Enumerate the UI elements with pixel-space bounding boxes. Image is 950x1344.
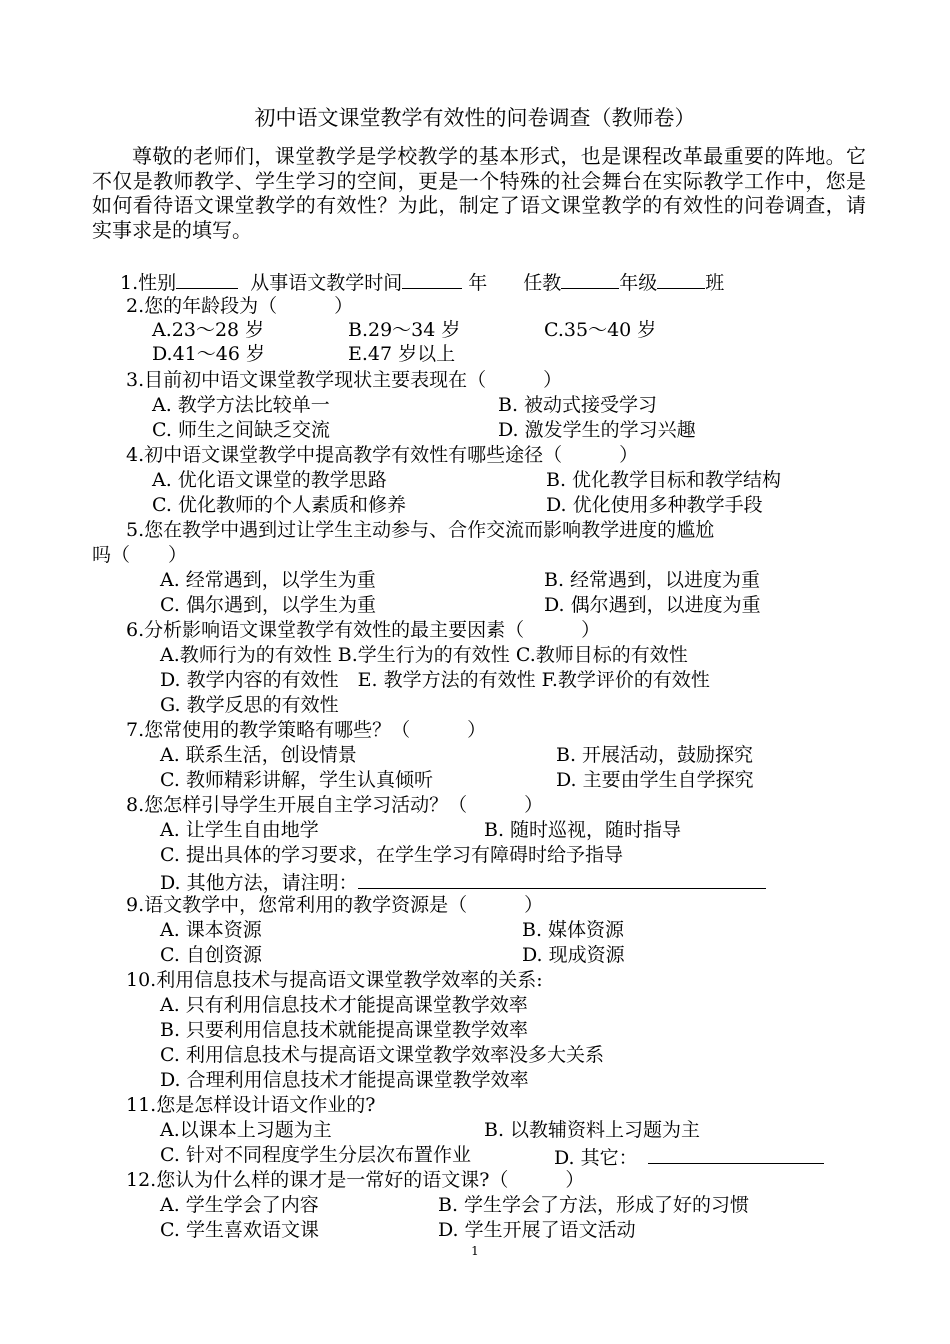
q5-stem: 5.您在教学中遇到过让学生主动参与、合作交流而影响教学进度的尴尬 xyxy=(126,519,715,541)
q9-option-a[interactable]: A. 课本资源 xyxy=(160,919,262,941)
q5-option-a[interactable]: A. 经常遇到，以学生为重 xyxy=(160,569,376,591)
q7-option-c[interactable]: C. 教师精彩讲解，学生认真倾听 xyxy=(160,769,433,791)
q4-option-b[interactable]: B. 优化教学目标和教学结构 xyxy=(546,469,782,491)
q8-option-d[interactable]: D. 其他方法，请注明： xyxy=(160,872,358,894)
q11-option-d[interactable]: D. 其它： xyxy=(554,1147,638,1169)
q9-option-b[interactable]: B. 媒体资源 xyxy=(522,919,625,941)
q12-option-a[interactable]: A. 学生学会了内容 xyxy=(160,1194,319,1216)
q1-teach-label: 任教 xyxy=(523,272,562,294)
q1-year-unit: 年 xyxy=(468,272,488,294)
q2-stem: 2.您的年龄段为（ ） xyxy=(126,295,354,317)
q7-option-d[interactable]: D. 主要由学生自学探究 xyxy=(556,769,754,791)
q1-years-label: 从事语文教学时间 xyxy=(250,272,403,294)
q4-option-d[interactable]: D. 优化使用多种教学手段 xyxy=(546,494,763,516)
q12-stem: 12.您认为什么样的课才是一常好的语文课?（ ） xyxy=(126,1169,585,1191)
q1-gender-label: 1.性别 xyxy=(120,272,177,294)
q9-stem: 9.语文教学中，您常利用的教学资源是（ ） xyxy=(126,894,544,916)
q8-option-a[interactable]: A. 让学生自由地学 xyxy=(160,819,319,841)
q7-option-b[interactable]: B. 开展活动，鼓励探究 xyxy=(556,744,754,766)
q5-option-c[interactable]: C. 偶尔遇到，以学生为重 xyxy=(160,594,376,616)
q11-option-b[interactable]: B. 以教辅资料上习题为主 xyxy=(484,1119,701,1141)
class-blank[interactable] xyxy=(657,268,705,289)
q7-option-a[interactable]: A. 联系生活，创设情景 xyxy=(160,744,357,766)
years-blank[interactable] xyxy=(402,268,462,289)
other-method-blank[interactable] xyxy=(358,868,766,889)
q4-option-a[interactable]: A. 优化语文课堂的教学思路 xyxy=(152,469,387,491)
q10-option-c[interactable]: C. 利用信息技术与提高语文课堂教学效率没多大关系 xyxy=(160,1044,604,1066)
q1-line xyxy=(120,268,724,292)
q7-stem: 7.您常使用的教学策略有哪些？（ ） xyxy=(126,719,487,741)
q6-options-row2[interactable]: D. 教学内容的有效性 E. 教学方法的有效性 F.教学评价的有效性 xyxy=(160,669,710,691)
q6-options-row1[interactable]: A.教师行为的有效性 B.学生行为的有效性 C.教师目标的有效性 xyxy=(160,644,688,666)
intro-paragraph: 尊敬的老师们，课堂教学是学校教学的基本形式，也是课程改革最重要的阵地。它不仅是教师教学、学生学习的空间，更是一个特殊的社会舞台在实际教学工作中，您是如何看待语文课堂教学的有效性？为此，制定了语文课堂教学的有效性的问卷调查，请实事求是的填写。 xyxy=(92,144,866,242)
q11-option-a[interactable]: A.以课本上习题为主 xyxy=(160,1119,332,1141)
q1-class-label: 班 xyxy=(705,272,725,294)
q10-stem: 10.利用信息技术与提高语文课堂教学效率的关系: xyxy=(126,969,543,991)
other-homework-blank[interactable] xyxy=(648,1143,824,1164)
q2-option-a[interactable]: A.23～28 岁 xyxy=(152,319,265,341)
q3-option-b[interactable]: B. 被动式接受学习 xyxy=(498,394,658,416)
q2-option-c[interactable]: C.35～40 岁 xyxy=(544,319,657,341)
q12-option-b[interactable]: B. 学生学会了方法，形成了好的习惯 xyxy=(438,1194,750,1216)
q5-option-b[interactable]: B. 经常遇到，以进度为重 xyxy=(544,569,761,591)
q4-option-c[interactable]: C. 优化教师的个人素质和修养 xyxy=(152,494,406,516)
q3-stem: 3.目前初中语文课堂教学现状主要表现在（ ） xyxy=(126,369,563,391)
q9-option-c[interactable]: C. 自创资源 xyxy=(160,944,262,966)
q11-option-d-line xyxy=(554,1143,824,1167)
q10-option-b[interactable]: B. 只要利用信息技术就能提高课堂教学效率 xyxy=(160,1019,529,1041)
q10-option-d[interactable]: D. 合理利用信息技术才能提高课堂教学效率 xyxy=(160,1069,529,1091)
q2-option-d[interactable]: D.41～46 岁 xyxy=(152,343,265,365)
q3-option-c[interactable]: C. 师生之间缺乏交流 xyxy=(152,419,330,441)
q12-option-d[interactable]: D. 学生开展了语文活动 xyxy=(438,1219,636,1241)
q11-stem: 11.您是怎样设计语文作业的? xyxy=(126,1094,376,1116)
q11-option-c[interactable]: C. 针对不同程度学生分层次布置作业 xyxy=(160,1144,471,1166)
q3-option-a[interactable]: A. 教学方法比较单一 xyxy=(152,394,330,416)
q8-option-d-line xyxy=(160,868,766,892)
q10-option-a[interactable]: A. 只有利用信息技术才能提高课堂教学效率 xyxy=(160,994,528,1016)
q9-option-d[interactable]: D. 现成资源 xyxy=(522,944,625,966)
gender-blank[interactable] xyxy=(176,268,238,289)
page-number: 1 xyxy=(471,1244,479,1258)
q8-option-c[interactable]: C. 提出具体的学习要求，在学生学习有障碍时给予指导 xyxy=(160,844,623,866)
q8-option-b[interactable]: B. 随时巡视，随时指导 xyxy=(484,819,682,841)
q1-grade-label: 年级 xyxy=(619,272,658,294)
page-title: 初中语文课堂教学有效性的问卷调查（教师卷） xyxy=(254,106,696,130)
q5-option-d[interactable]: D. 偶尔遇到，以进度为重 xyxy=(544,594,761,616)
q6-options-row3[interactable]: G. 教学反思的有效性 xyxy=(160,694,339,716)
q2-option-e[interactable]: E.47 岁以上 xyxy=(348,343,456,365)
q4-stem: 4.初中语文课堂教学中提高教学有效性有哪些途径（ ） xyxy=(126,444,639,466)
q8-stem: 8.您怎样引导学生开展自主学习活动？（ ） xyxy=(126,794,544,816)
q5-stem-continued: 吗（ ） xyxy=(92,544,188,566)
teach-grade-blank[interactable] xyxy=(561,268,619,289)
q3-option-d[interactable]: D. 激发学生的学习兴趣 xyxy=(498,419,696,441)
q6-stem: 6.分析影响语文课堂教学有效性的最主要因素（ ） xyxy=(126,619,601,641)
q2-option-b[interactable]: B.29～34 岁 xyxy=(348,319,461,341)
q12-option-c[interactable]: C. 学生喜欢语文课 xyxy=(160,1219,319,1241)
